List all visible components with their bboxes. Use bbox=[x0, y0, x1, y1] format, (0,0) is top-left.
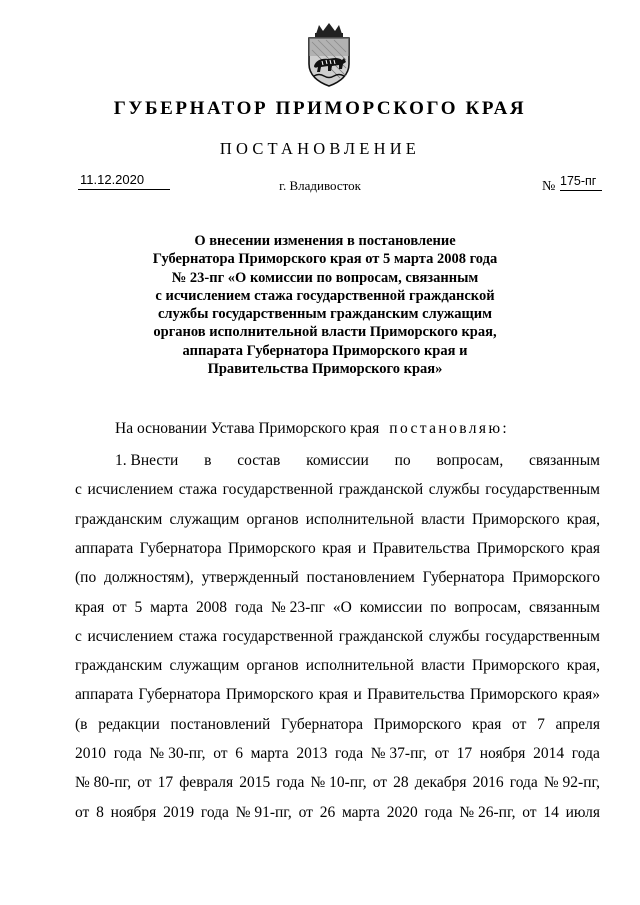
body-word: постановлений bbox=[170, 715, 271, 733]
body-line bbox=[75, 686, 600, 704]
preamble-text: На основании Устава Приморского края bbox=[115, 420, 380, 437]
body-word: редакции bbox=[98, 715, 160, 733]
body-line bbox=[75, 745, 600, 763]
body-word: стажа bbox=[178, 481, 218, 499]
body-word: и bbox=[357, 539, 367, 557]
body-word: Приморского bbox=[373, 715, 462, 733]
document-date: 11.12.2020 bbox=[78, 172, 170, 190]
body-word: ноября bbox=[479, 745, 526, 762]
body-word: года bbox=[234, 598, 264, 616]
body-word: № 37-пг, bbox=[370, 745, 427, 762]
body-line bbox=[75, 599, 600, 617]
body-word: служащим bbox=[169, 510, 240, 528]
body-word: апреля bbox=[555, 715, 600, 733]
body-line bbox=[75, 657, 600, 675]
body-word: от bbox=[512, 715, 527, 733]
body-word: состав bbox=[237, 452, 281, 469]
body-word: года bbox=[200, 803, 229, 821]
body-word: Приморского bbox=[225, 686, 314, 704]
body-word: года bbox=[509, 774, 538, 792]
body-word: связанным bbox=[529, 452, 600, 469]
body-word: 6 bbox=[235, 745, 243, 762]
body-word: 14 bbox=[543, 803, 559, 821]
body-word: Правительства bbox=[372, 539, 471, 557]
body-word: гражданской bbox=[338, 481, 424, 499]
body-word: исполнительной bbox=[305, 657, 414, 675]
body-word: Губернатора bbox=[138, 686, 221, 704]
body-word: от bbox=[372, 774, 388, 792]
body-word: года bbox=[335, 745, 364, 762]
body-line bbox=[75, 481, 600, 499]
body-word: № 80-пг, bbox=[75, 774, 132, 792]
body-word: 1. Внести bbox=[115, 452, 179, 469]
body-word: службы bbox=[428, 481, 480, 499]
document-type: ПОСТАНОВЛЕНИЕ bbox=[219, 139, 421, 158]
body-word: № 10-пг, bbox=[310, 774, 367, 792]
body-word: 17 bbox=[157, 774, 174, 792]
body-word: марта bbox=[250, 745, 289, 762]
body-line bbox=[115, 452, 600, 470]
document-number: 175-пг bbox=[560, 174, 602, 191]
body-word: Приморского bbox=[471, 657, 560, 675]
body-word: государственным bbox=[485, 627, 600, 645]
body-word: с bbox=[75, 627, 82, 645]
body-line bbox=[75, 511, 600, 529]
body-word: ноября bbox=[110, 803, 157, 821]
heading-line: органов исполнительной власти Приморского края, bbox=[153, 324, 497, 341]
body-word: постановлением bbox=[306, 569, 415, 587]
body-word: 2008 bbox=[196, 598, 228, 616]
body-word: края bbox=[75, 598, 105, 616]
body-word: края, bbox=[566, 657, 600, 675]
body-word: государственным bbox=[485, 481, 600, 499]
body-word: года bbox=[424, 803, 453, 821]
body-word: органов bbox=[246, 657, 299, 675]
body-word: аппарата bbox=[75, 686, 134, 704]
body-word: служащим bbox=[169, 657, 240, 675]
heading-line: Губернатора Приморского края от 5 марта 2008 года bbox=[152, 251, 498, 268]
body-word: Губернатора bbox=[139, 539, 222, 557]
body-word: года bbox=[276, 774, 305, 792]
body-word: в bbox=[204, 452, 212, 469]
body-word: исчислением bbox=[87, 481, 174, 499]
body-word: власти bbox=[421, 510, 465, 528]
body-word: от bbox=[213, 745, 228, 762]
body-word: от bbox=[112, 598, 127, 616]
body-word: должностям), bbox=[104, 569, 194, 587]
body-line bbox=[75, 804, 600, 822]
body-line bbox=[75, 569, 600, 587]
body-word: края bbox=[570, 539, 600, 557]
body-word: Приморского bbox=[471, 510, 560, 528]
body-word: гражданской bbox=[338, 627, 424, 645]
body-word: 2015 bbox=[239, 774, 271, 792]
body-word: от bbox=[75, 803, 90, 821]
body-word: № 91-пг, bbox=[235, 803, 292, 821]
body-line bbox=[75, 540, 600, 558]
body-word: органов bbox=[246, 510, 299, 528]
preamble-verb: постановляю: bbox=[389, 420, 510, 437]
body-word: № 30-пг, bbox=[149, 745, 206, 762]
body-word: государственной bbox=[222, 481, 334, 499]
body-word: 2010 bbox=[75, 745, 106, 762]
body-line bbox=[75, 774, 600, 792]
body-word: 8 bbox=[96, 803, 104, 821]
body-word: Приморского bbox=[228, 539, 316, 557]
organization-title: ГУБЕРНАТОР ПРИМОРСКОГО КРАЯ bbox=[113, 98, 527, 119]
body-word: от bbox=[137, 774, 152, 792]
body-word: от bbox=[434, 745, 449, 762]
body-word: «О bbox=[332, 598, 352, 616]
body-word: февраля bbox=[179, 774, 234, 792]
body-word: 7 bbox=[537, 715, 545, 733]
body-word: № 23-пг bbox=[270, 598, 325, 616]
heading-line: службы государственным гражданским служащим bbox=[157, 306, 493, 323]
body-word: связанным bbox=[528, 598, 600, 616]
body-word: года bbox=[571, 745, 600, 762]
body-word: комиссии bbox=[359, 598, 423, 616]
body-word: края bbox=[472, 715, 502, 733]
body-word: стажа bbox=[178, 627, 218, 645]
coat-of-arms-emblem bbox=[302, 22, 356, 88]
body-word: № 92-пг, bbox=[543, 774, 600, 792]
body-word: 2020 bbox=[386, 803, 418, 821]
body-word: по bbox=[430, 598, 447, 616]
body-word: Губернатора bbox=[281, 715, 363, 733]
body-word: гражданским bbox=[75, 657, 163, 675]
body-word: 28 bbox=[393, 774, 409, 792]
document-number-sign: № bbox=[542, 179, 556, 194]
body-word: власти bbox=[421, 657, 465, 675]
document-city: г. Владивосток bbox=[279, 178, 361, 193]
heading-line: № 23-пг «О комиссии по вопросам, связанным bbox=[171, 269, 479, 286]
document-heading bbox=[110, 232, 540, 378]
body-word: 17 bbox=[456, 745, 473, 762]
body-word: 2019 bbox=[163, 803, 195, 821]
body-word: утвержденный bbox=[201, 569, 299, 587]
body-word: (по bbox=[75, 569, 97, 587]
body-word: края, bbox=[566, 510, 600, 528]
body-word: комиссии bbox=[306, 452, 369, 469]
body-word: 2014 bbox=[533, 745, 565, 762]
body-word: 5 bbox=[134, 598, 143, 616]
body-word: вопросам, bbox=[436, 452, 504, 469]
body-word: Приморского bbox=[512, 569, 600, 587]
body-word: № 26-пг, bbox=[459, 803, 516, 821]
heading-line: с исчислением стажа государственной гражданской bbox=[155, 287, 495, 304]
body-word: от bbox=[522, 803, 537, 821]
body-word: 2016 bbox=[472, 774, 504, 792]
body-word: службы bbox=[428, 627, 480, 645]
body-word: 2013 bbox=[296, 745, 328, 762]
preamble bbox=[115, 420, 509, 438]
body-word: края» bbox=[562, 686, 600, 704]
body-word: по bbox=[394, 452, 411, 469]
body-word: края bbox=[322, 539, 352, 557]
body-word: исчислением bbox=[87, 627, 174, 645]
body-word: государственной bbox=[222, 627, 334, 645]
body-word: Правительства bbox=[367, 686, 465, 704]
heading-line: Правительства Приморского края» bbox=[207, 361, 443, 378]
heading-line: аппарата Губернатора Приморского края и bbox=[182, 342, 468, 359]
body-word: года bbox=[113, 745, 142, 762]
body-word: Приморского bbox=[476, 539, 565, 557]
coat-of-arms-icon bbox=[302, 22, 356, 88]
body-word: марта bbox=[341, 803, 380, 821]
body-word: Губернатора bbox=[422, 569, 505, 587]
heading-line: О внесении изменения в постановление bbox=[194, 233, 456, 249]
body-word: Приморского bbox=[469, 686, 558, 704]
body-word: и bbox=[353, 686, 362, 704]
body-word: июля bbox=[565, 803, 600, 821]
body-word: от bbox=[298, 803, 313, 821]
body-line bbox=[75, 716, 600, 734]
body-word: декабря bbox=[414, 774, 467, 792]
body-word: с bbox=[75, 481, 82, 499]
body-line bbox=[75, 628, 600, 646]
body-word: 26 bbox=[319, 803, 336, 821]
body-word: вопросам, bbox=[454, 598, 522, 616]
body-word: аппарата bbox=[75, 539, 134, 557]
body-word: (в bbox=[75, 715, 88, 733]
body-word: гражданским bbox=[75, 510, 163, 528]
body-word: края bbox=[318, 686, 349, 704]
body-word: марта bbox=[150, 598, 189, 616]
body-word: исполнительной bbox=[305, 510, 414, 528]
